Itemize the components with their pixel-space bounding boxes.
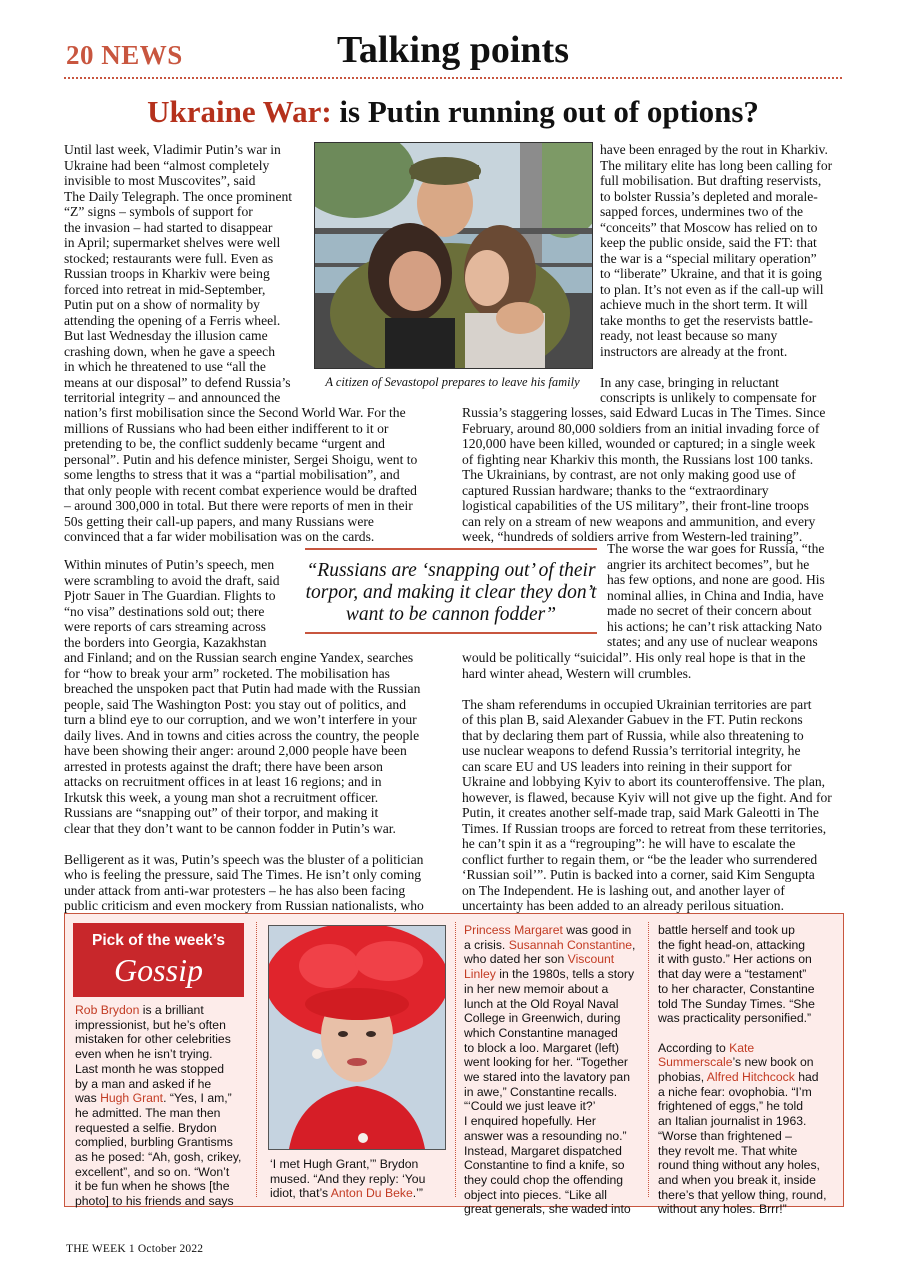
article-text-col1-wide [64,405,436,545]
text-line: “Worse than frightened – [658,1128,792,1143]
text-line: “conceits” that Moscow has relied on to [600,219,818,235]
text-line: on The Independent. He is lashing out, and another layer of [462,882,785,898]
text-line: some lengths to stress that it was a “partial mobilisation”, and [64,467,400,482]
text-line: keep the public onside, said the FT: that [600,235,817,250]
text-line: states; and any use of nuclear weapons [607,634,818,649]
text-line: phobias, Alfred Hitchcock had [658,1070,819,1085]
name-highlight: Alfred Hitchcock [706,1070,795,1085]
text-line: sapped forces, undermines two of the [600,204,804,219]
text-line: hard winter ahead, Western will crumbles. [462,665,692,681]
text-line: in awe,” Constantine recalls. [464,1084,618,1099]
text-line: that day were a “testament” [658,967,807,982]
photo-caption: A citizen of Sevastopol prepares to leave his family [325,375,580,389]
article-headline [0,94,906,130]
article-text-col1-bottom [64,650,437,914]
text-line: “‘Could we just leave it?’ [464,1099,596,1114]
page-footer: THE WEEK 1 October 2022 [66,1243,204,1255]
text-line: Russians are “snapping out” of their torpor, and making it [64,805,379,820]
text-line: excellent”, and so on. “Won’t [75,1164,230,1179]
text-line: achieve much in the short term. It will [600,297,808,312]
text-line: for “how to break your arm” rocketed. The mobilisation has [64,665,390,681]
pull-quote [305,548,597,634]
text-line: In any case, bringing in reluctant [600,374,779,390]
text-line: has few options, and none are good. His [607,572,825,587]
text-line: “Z” signs – symbols of support for [64,204,253,219]
text-line: which Constantine managed [464,1025,618,1040]
text-line: he can’t spin it as a “regrouping”: he will have to escalate the [462,836,796,851]
text-line: Princess Margaret was good in [464,923,632,937]
text-line: photo] to his friends and says [75,1194,234,1209]
text-line: crashing down, when he gave a speech [64,343,276,359]
text-line: and Finland; and on the Russian search engine Yandex, searches [64,650,414,665]
gossip-divider [455,922,456,1197]
text-line: I enquired hopefully. Her [464,1114,596,1129]
text-line: forced into retreat in mid-September, [64,281,266,297]
text-line: they could chop the offending [464,1172,624,1187]
article-text-col1-pull [64,557,294,650]
text-line: was Hugh Grant. “Yes, I am,” [75,1091,232,1106]
text-line: Putin put on a show of normality by [64,297,260,312]
text-line: by a man and asked if he [75,1076,212,1091]
text-line: went looking for her. “Together [464,1055,628,1070]
text-line: mistaken for other celebrities [75,1032,231,1047]
text-line: we stared into the lavatory pan [464,1070,630,1085]
text-line: they revolt me. That white [658,1143,798,1158]
text-line: Putin, it creates another self-made trap, said Mark Galeotti in The [462,805,819,820]
name-highlight: Linley [464,967,496,982]
text-line: angrier its architect becomes”, but he [607,556,810,572]
text-line: people, said The Washington Post: you stay out of politics, and [64,696,406,712]
text-line: of this plan B, said Alexander Gabuev in the FT. Putin reckons [462,712,803,727]
text-line: The worse the war goes for Russia, “the [607,541,825,556]
headline-rest: is Putin running out of options? [331,94,759,129]
text-line: told The Sunday Times. “She [658,996,815,1011]
text-line: Rob Brydon is a brilliant [75,1003,204,1017]
text-line: it be fun when he shows [the [75,1179,230,1194]
text-line: an Italian journalist in 1963. [658,1114,807,1129]
gossip-col1 [75,1003,250,1209]
article-text-col2-bottom [462,650,842,914]
text-line: turn a blind eye to our corruption, and we won’t interfere in your [64,712,417,727]
name-highlight: Hugh Grant [100,1091,164,1106]
gossip-badge [73,923,244,997]
gossip-divider [256,922,257,1197]
text-line: to bolster Russia’s depleted and morale- [600,188,818,204]
text-line: answer was a resounding no.” [464,1128,627,1143]
text-line: Ukraine had been “almost completely [64,157,270,173]
text-line: round thing without any holes, [658,1158,820,1173]
text-line [658,1026,838,1041]
text-line: Constantine to find a knife, so [464,1158,625,1173]
text-line: captured Russian hardware; thanks to the “extraordinary [462,482,769,498]
text-line: that by declaring them part of Russia, while also threatening to [462,727,804,743]
name-highlight: Anton Du Beke [330,1186,413,1201]
name-highlight: Rob Brydon [75,1003,140,1017]
text-line: complied, burbling Grantisms [75,1135,233,1150]
section-label: 20 NEWS [66,40,183,70]
text-line: uncertainty has been added to an already perilous situation. [462,898,784,913]
text-line: frightened of eggs,” he told [658,1099,803,1114]
text-line: take months to get the reservists battle- [600,312,813,328]
text-line: would be politically “suicidal”. His only real hope is that in the [462,650,806,665]
gossip-col3 [464,923,644,1217]
text-line: February, around 80,000 soldiers from an initial invading force of [462,420,820,436]
text-line: Times. If Russian troops are forced to retreat from these territories, [462,820,827,836]
text-line: attacks on recruitment offices in at least 16 regions; and in [64,774,382,789]
text-line: that only people with recent combat experience would be drafted [64,482,417,498]
text-line: to plan. It’s not even as if the call-up will [600,281,824,297]
text-line: in her new memoir about a [464,981,609,996]
text-line: According to Kate [658,1040,755,1055]
gossip-col4 [658,923,838,1217]
text-line: Russia’s staggering losses, said Edward Lucas in The Times. Since [462,405,826,420]
text-line: daily lives. And in towns and cities across the country, the people [64,727,420,743]
text-line: of fighting near Kharkiv this month, the Russians lost 100 tanks. [462,451,814,467]
text-line: without any holes. Brrr!” [658,1202,787,1217]
text-line: Ukraine and lobbying Kyiv to abort its counteroffensive. The plan, [462,774,826,789]
text-line: use nuclear weapons to defend Russia’s territorial integrity, he [462,743,801,758]
text-line: under attack from anti-war protesters – he has also been facing [64,882,406,898]
text-line: as he posed: “Ah, gosh, crikey, [75,1150,242,1165]
text-line: a niche fear: ovophobia. “I’m [658,1084,812,1099]
text-line: The Ukrainians, by contrast, are not only making good use of [462,467,796,482]
text-line: conscripts is unlikely to compensate for [600,390,817,405]
article-text-col1-top [64,142,304,406]
sevastopol-family-illustration [315,143,592,368]
text-line: have been showing their anger: around 2,000 people have been [64,743,407,758]
text-line: millions of Russians who had been either indifferent to it or [64,420,389,436]
text-line: was practicality personified.” [658,1011,812,1026]
name-highlight: Kate [729,1040,755,1055]
text-line: requested a selfie. Brydon [75,1120,217,1135]
text-line: Summerscale’s new book on [658,1055,814,1070]
text-line: the war is a “special military operation” [600,250,817,266]
text-line: week, “hundreds of soldiers arrive from Western-led training”. [462,529,803,544]
text-line: his actions; he can’t risk attacking Nato [607,618,822,634]
text-line: 120,000 have been killed, wounded or captured; in a single week [462,436,816,451]
name-highlight: Viscount [567,952,615,967]
text-line: pretending to be, the conflict suddenly became “urgent and [64,436,385,451]
header-divider [64,77,842,79]
page-title: Talking points [336,29,569,71]
text-line: personal”. Putin and his defence minister, Sergei Shoigu, went to [64,451,418,467]
text-line: and when you break it, inside [658,1172,816,1187]
text-line: convinced that a far wider mobilisation was on the cards. [64,529,375,544]
text-line: invisible to most Muscovites”, said [64,173,256,188]
princess-margaret-photo [268,925,446,1150]
text-line [600,359,842,375]
princess-margaret-illustration [269,926,445,1149]
text-line: the invasion – had started to disappear [64,219,273,235]
text-line: The military elite has long been calling for [600,157,833,173]
text-line: there’s that yellow thing, round, [658,1187,827,1202]
text-line: breached the unspoken pact that Putin had made with the Russian [64,681,421,696]
text-line: great generals, she waded into [464,1202,631,1217]
gossip-badge-top: Pick of the week’s [92,932,225,949]
text-line: can scare EU and US leaders into reining in their support for [462,758,792,774]
article-text-col2-top [600,142,842,406]
article-text-col2-wide [462,405,842,545]
gossip-col2-caption [270,1157,450,1201]
text-line: But last Wednesday the illusion came [64,328,268,343]
text-line: can rely on a stream of new weapons and ammunition, and every [462,513,816,529]
text-line: Russian troops in Kharkiv were being [64,266,270,281]
text-line: even when he isn’t trying. [75,1047,213,1062]
text-line: Linley in the 1980s, tells a story [464,967,635,982]
text-line: idiot, that’s Anton Du Beke.’” [270,1186,423,1201]
text-line: to “liberate” Ukraine, and that it is going [600,266,822,281]
text-line: Belligerent as it was, Putin’s speech was the bluster of a politician [64,851,424,867]
text-line: The Daily Telegraph. The once prominent [64,188,293,204]
text-line: Pjotr Sauer in The Guardian. Flights to [64,588,276,603]
text-line: he admitted. The man then [75,1105,221,1120]
pull-quote-text: “Russians are ‘snapping out’ of their torpor, and making it clear they don’t want to be cannon fodder” [305,560,597,625]
text-line: instructors are already at the front. [600,343,788,359]
text-line: to her character, Constantine [658,981,815,996]
text-line: ‘Russian soil’”. Putin is backed into a corner, said Kim Sengupta [462,867,815,882]
text-line: in April; supermarket shelves were well [64,235,281,250]
text-line: conflict further to regain them, or “be the leader who surrendered [462,851,818,867]
text-line: territorial integrity – and announced the [64,390,281,405]
text-line: ‘I met Hugh Grant,’” Brydon [270,1157,419,1171]
text-line: nation’s first mobilisation since the Second World War. For the [64,405,406,420]
text-line: who dated her son Viscount [464,952,615,967]
text-line: impressionist, but he’s often [75,1017,226,1032]
text-line: made no secret of their concern about [607,603,812,618]
text-line: however, is flawed, because Kyiv will not give up the fight. And for [462,789,832,805]
text-line: to block a loo. Margaret (left) [464,1040,620,1055]
article-photo [314,142,593,369]
text-line: Within minutes of Putin’s speech, men [64,557,275,572]
text-line: full mobilisation. But drafting reservists, [600,173,822,188]
text-line: The sham referendums in occupied Ukrainian territories are part [462,696,812,712]
text-line: were reports of cars streaming across [64,619,266,634]
text-line: clear that they don’t want to be cannon fodder in Putin’s war. [64,820,396,836]
text-line: object into pieces. “Like all [464,1187,607,1202]
text-line: lunch at the Old Royal Naval [464,996,619,1011]
text-line: it with gusto.” Her actions on [658,952,812,967]
text-line: stocked; restaurants were full. Even as [64,250,274,266]
text-line: Instead, Margaret dispatched [464,1143,622,1158]
text-line: were scrambling to avoid the draft, said [64,572,280,588]
text-line: public criticism and even mockery from Russian nationalists, who [64,898,424,913]
text-line: – around 300,000 in total. But there were reports of men in their [64,498,413,513]
text-line [64,836,437,852]
name-highlight: Summerscale [658,1055,733,1070]
text-line: Irkutsk this week, a young man shot a recruitment officer. [64,789,379,805]
text-line: battle herself and took up [658,923,795,937]
text-line: the fight head-on, attacking [658,937,806,952]
gossip-divider [648,922,649,1197]
headline-lead: Ukraine War: [147,94,332,129]
text-line: College in Greenwich, during [464,1011,621,1026]
name-highlight: Susannah Constantine [508,937,633,952]
article-text-col2-pull [607,541,842,650]
name-highlight: Princess Margaret [464,923,563,937]
text-line: “no visa” destinations sold out; there [64,603,265,619]
text-line [462,681,842,697]
text-line: in which he threatened to use “all the [64,359,266,374]
text-line: a crisis. Susannah Constantine, [464,937,636,952]
text-line: means at our disposal” to defend Russia’s [64,374,291,390]
text-line: Last month he was stopped [75,1061,225,1076]
text-line: attending the opening of a Ferris wheel. [64,312,281,328]
text-line: 50s getting their call-up papers, and many Russians were [64,513,374,529]
text-line: ready, not least because so many [600,328,778,343]
text-line: arrested in protests against the draft; there have been arson [64,758,383,774]
text-line: Until last week, Vladimir Putin’s war in [64,142,281,157]
text-line: the borders into Georgia, Kazakhstan [64,634,267,650]
text-line: logistical capabilities of the US military”, their front-line troops [462,498,809,513]
text-line: mused. “And they reply: ‘You [270,1171,426,1186]
gossip-badge-title: Gossip [114,952,203,988]
text-line: nominal allies, in China and India, have [607,587,824,603]
text-line: have been enraged by the rout in Kharkiv. [600,142,828,157]
text-line: who is feeling the pressure, said The Times. He isn’t only coming [64,867,422,882]
